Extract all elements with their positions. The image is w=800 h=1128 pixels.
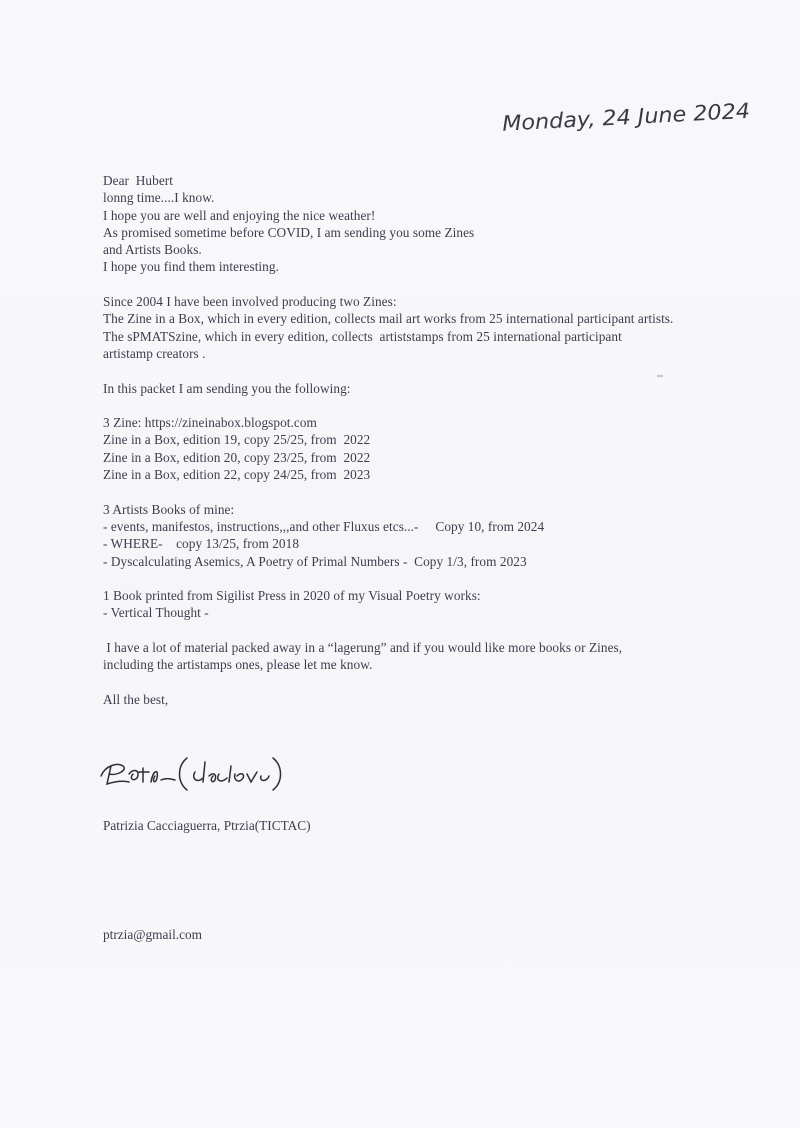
letter-paragraph — [103, 414, 763, 483]
paragraph-gap — [103, 362, 763, 379]
letter-line: Since 2004 I have been involved producing two Zines: — [103, 294, 397, 310]
letter-line: - WHERE- copy 13/25, from 2018 — [103, 536, 300, 552]
letter-line: As promised sometime before COVID, I am sending you some Zines — [103, 224, 475, 240]
letter-line: - Dyscalculating Asemics, A Poetry of Primal Numbers - Copy 1/3, from 2023 — [103, 553, 527, 569]
letter-paragraph — [103, 501, 763, 570]
email-address: ptrzia@gmail.com — [103, 927, 203, 942]
letter-line: Zine in a Box, edition 19, copy 25/25, from 2022 — [103, 432, 371, 448]
letter-body — [103, 172, 763, 708]
letter-line: The Zine in a Box, which in every edition, collects mail art works from 25 international participant artists. — [103, 311, 674, 327]
signature-image — [95, 752, 285, 792]
letter-line: Zine in a Box, edition 20, copy 23/25, from 2022 — [103, 449, 371, 465]
handwritten-date — [500, 94, 760, 138]
letter-paragraph — [103, 639, 763, 674]
paper-speck — [657, 375, 663, 377]
letter-line: - events, manifestos, instructions,,,and other Fluxus etcs...- Copy 10, from 2024 — [103, 518, 545, 534]
letter-line: All the best, — [103, 691, 169, 707]
paragraph-gap — [103, 276, 763, 293]
paragraph-gap — [103, 483, 763, 500]
letter-line: including the artistamps ones, please let me know. — [103, 657, 373, 673]
letter-line: I hope you are well and enjoying the nice weather! — [103, 207, 376, 223]
paragraph-gap — [103, 570, 763, 587]
letter-line: Dear Hubert — [103, 173, 174, 188]
letter-line: In this packet I am sending you the following: — [103, 380, 351, 396]
letter-line: I have a lot of material packed away in a “lagerung” and if you would like more books or Zines, — [103, 640, 623, 656]
letter-line: - Vertical Thought - — [103, 605, 209, 621]
letter-line: I hope you find them interesting. — [103, 259, 279, 275]
date-text: Monday, 24 June 2024 — [501, 99, 737, 136]
letter-paragraph — [103, 587, 763, 622]
letter-line: artistamp creators . — [103, 345, 206, 361]
letter-line: lonng time....I know. — [103, 190, 215, 206]
letter-line: and Artists Books. — [103, 242, 202, 258]
letter-line: The sPMATSzine, which in every edition, collects artiststamps from 25 international participant — [103, 328, 622, 344]
letter-paragraph — [103, 380, 763, 397]
letter-line: 3 Artists Books of mine: — [103, 501, 235, 517]
paragraph-gap — [103, 674, 763, 691]
letter-line: Zine in a Box, edition 22, copy 24/25, from 2023 — [103, 467, 371, 483]
paragraph-gap — [103, 397, 763, 414]
paragraph-gap — [103, 622, 763, 639]
letter-paragraph — [103, 691, 763, 708]
letter-paragraph — [103, 172, 763, 276]
letter-paragraph — [103, 293, 763, 362]
letter-line: 3 Zine: https://zineinabox.blogspot.com — [103, 415, 317, 431]
letter-line: 1 Book printed from Sigilist Press in 2020 of my Visual Poetry works: — [103, 588, 481, 604]
signer-name: Patrizia Cacciaguerra, Ptrzia(TICTAC) — [103, 818, 311, 833]
